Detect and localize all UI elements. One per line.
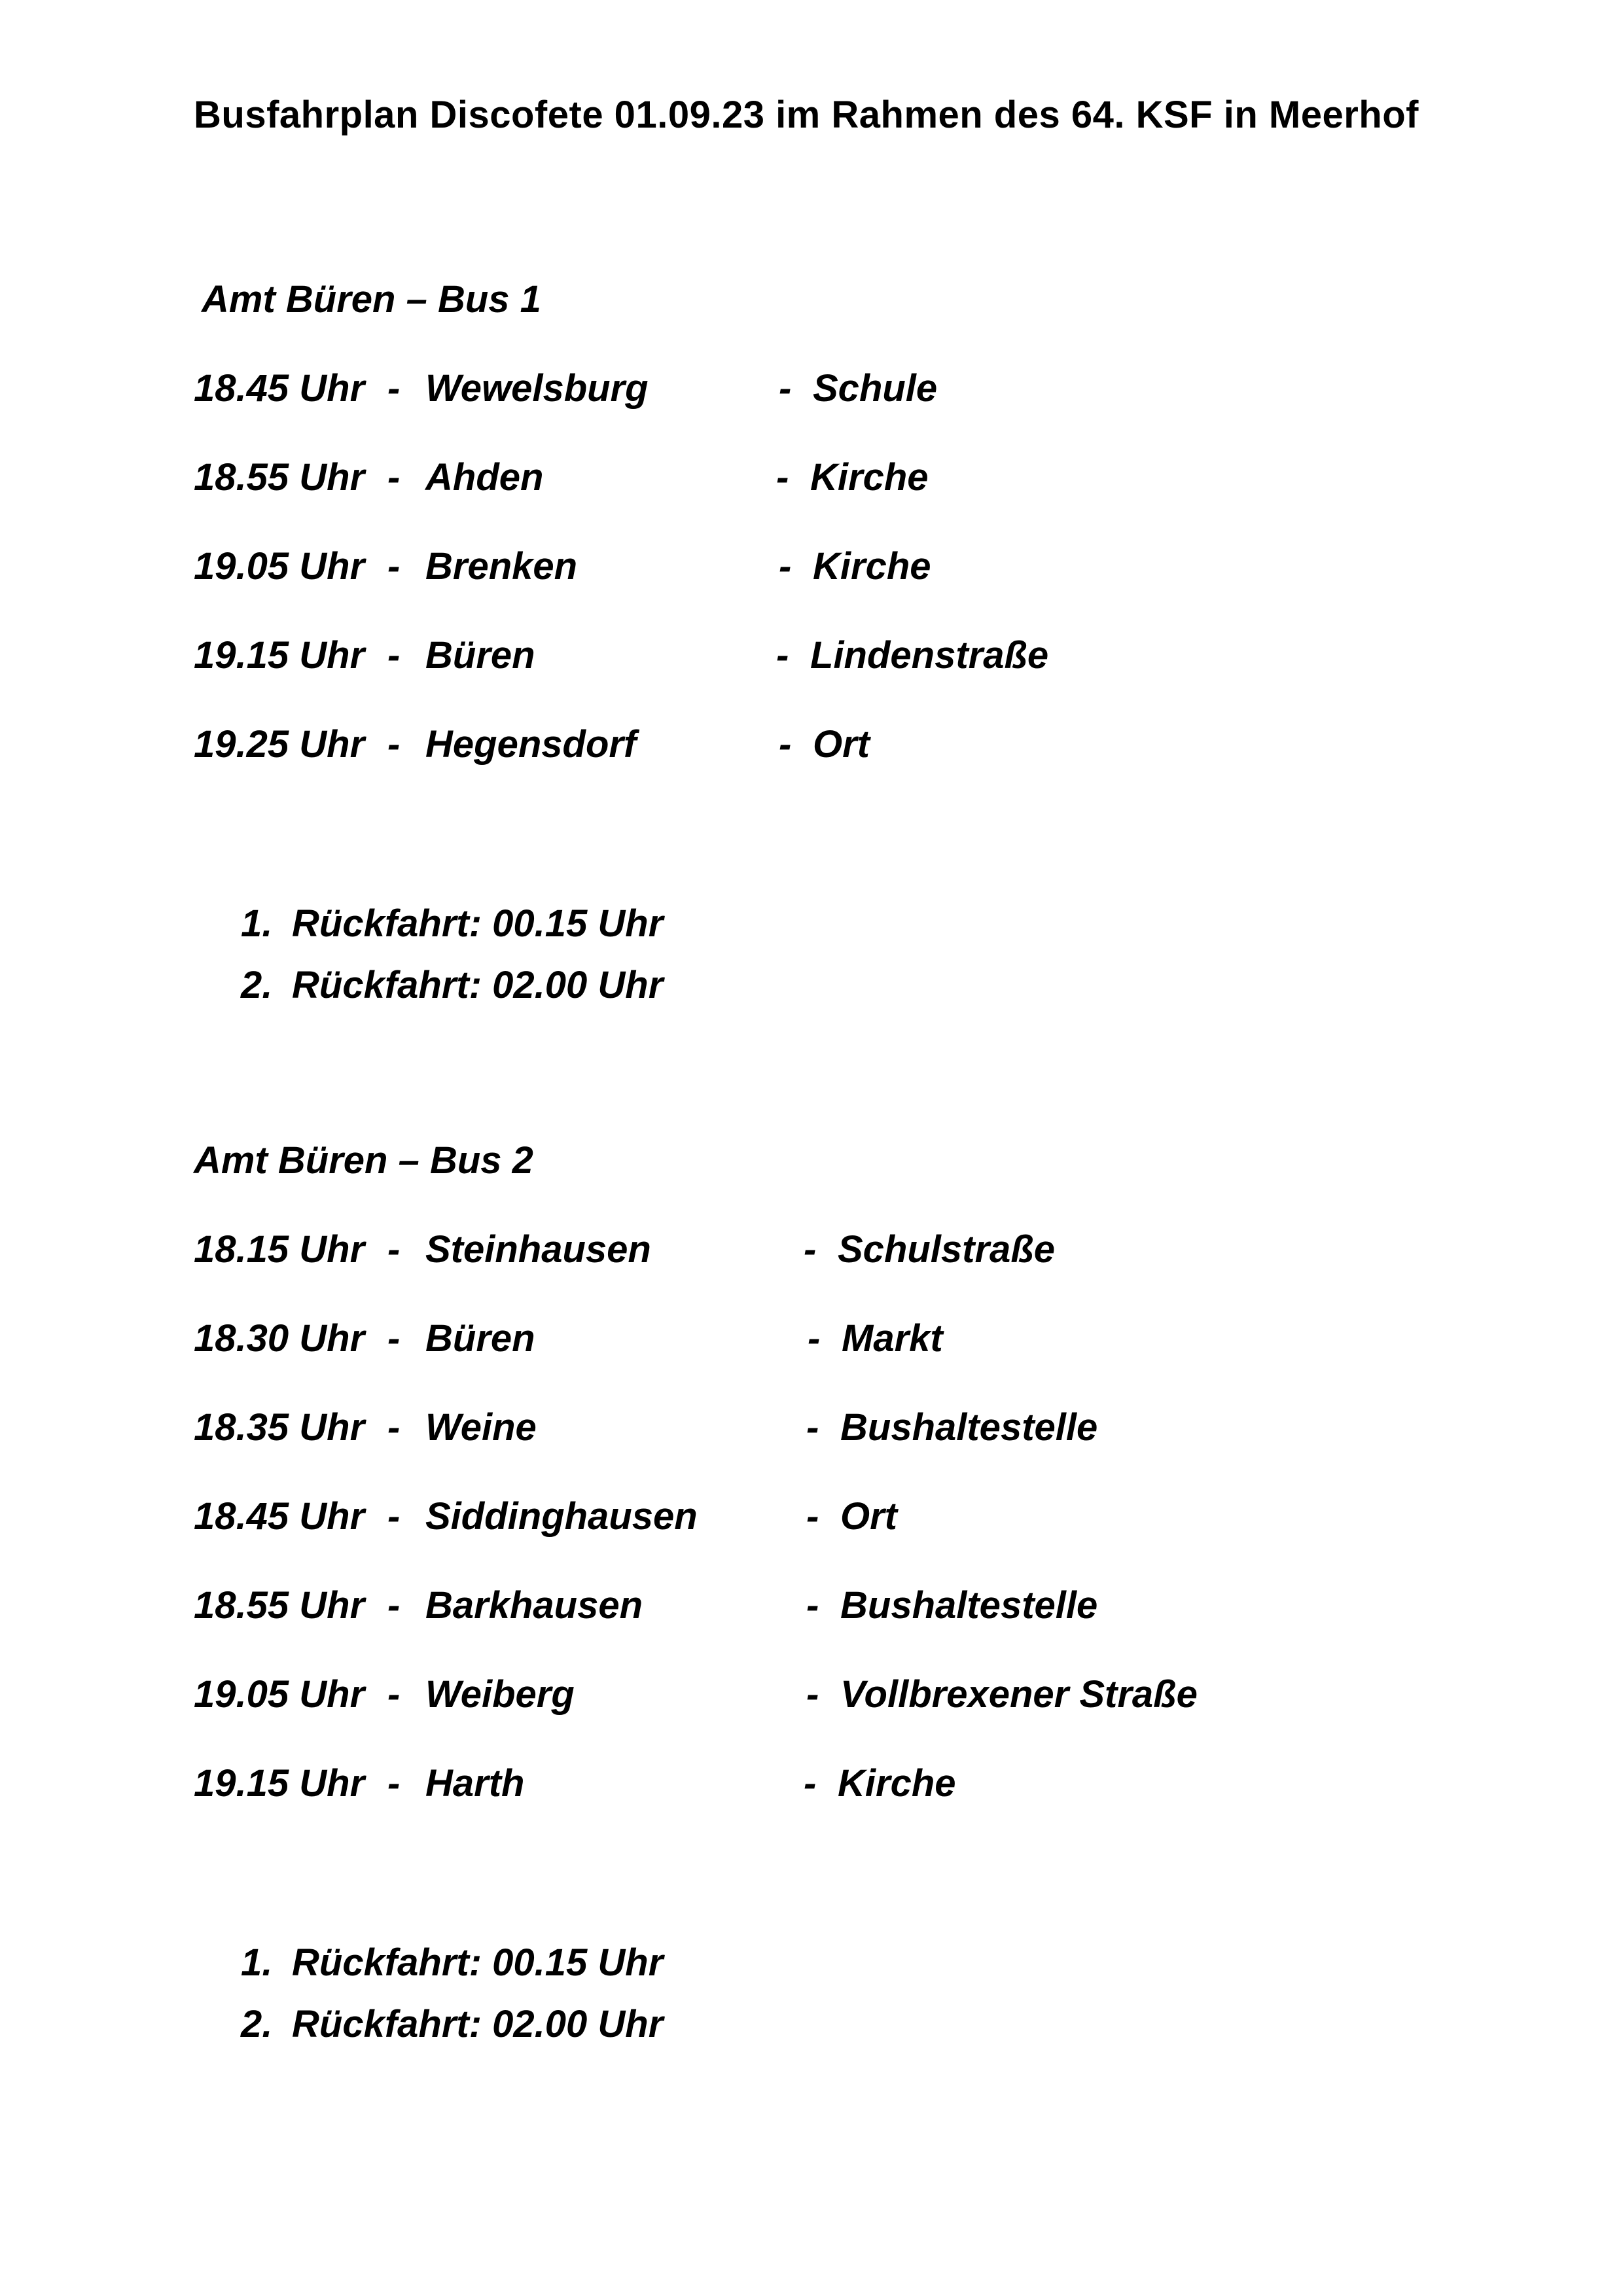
separator-dash: - — [387, 1495, 401, 1538]
stop-name: Schule — [813, 367, 938, 410]
departure-time: 18.15 Uhr — [194, 1228, 365, 1271]
village-name: Harth — [425, 1762, 525, 1805]
departure-time: 18.35 Uhr — [194, 1406, 365, 1449]
departure-time: 18.45 Uhr — [194, 367, 365, 410]
stop-name: Ort — [813, 723, 870, 766]
separator-dash: - — [806, 1584, 819, 1627]
stop-name: Lindenstraße — [810, 634, 1049, 677]
separator-dash: - — [776, 634, 789, 677]
stop-name: Kirche — [838, 1762, 956, 1805]
stop-name: Ort — [840, 1495, 897, 1538]
separator-dash: - — [806, 1495, 819, 1538]
stop-name: Bushaltestelle — [840, 1406, 1098, 1449]
separator-dash: - — [804, 1228, 817, 1271]
separator-dash: - — [808, 1317, 821, 1360]
separator-dash: - — [387, 1673, 401, 1716]
village-name: Wewelsburg — [425, 367, 649, 410]
separator-dash: - — [806, 1406, 819, 1449]
departure-time: 19.15 Uhr — [194, 1762, 365, 1805]
separator-dash: - — [806, 1673, 819, 1716]
village-name: Weine — [425, 1406, 537, 1449]
bus2-heading: Amt Büren – Bus 2 — [194, 1139, 533, 1182]
separator-dash: - — [387, 723, 401, 766]
separator-dash: - — [387, 1762, 401, 1805]
separator-dash: - — [387, 367, 401, 410]
list-number: 1. — [241, 902, 273, 945]
departure-time: 19.05 Uhr — [194, 545, 365, 588]
separator-dash: - — [387, 1406, 401, 1449]
departure-time: 19.15 Uhr — [194, 634, 365, 677]
list-number: 1. — [241, 1941, 273, 1984]
stop-name: Schulstraße — [838, 1228, 1055, 1271]
village-name: Steinhausen — [425, 1228, 651, 1271]
list-number: 2. — [241, 2003, 273, 2045]
departure-time: 18.55 Uhr — [194, 1584, 365, 1627]
village-name: Weiberg — [425, 1673, 575, 1716]
departure-time: 18.55 Uhr — [194, 456, 365, 499]
separator-dash: - — [779, 545, 792, 588]
village-name: Brenken — [425, 545, 578, 588]
village-name: Hegensdorf — [425, 723, 637, 766]
page-title: Busfahrplan Discofete 01.09.23 im Rahmen des 64. KSF in Meerhof — [194, 94, 1419, 136]
separator-dash: - — [387, 545, 401, 588]
village-name: Büren — [425, 1317, 535, 1360]
separator-dash: - — [779, 723, 792, 766]
stop-name: Vollbrexener Straße — [840, 1673, 1198, 1716]
bus1-heading: Amt Büren – Bus 1 — [202, 278, 541, 321]
stop-name: Kirche — [813, 545, 931, 588]
village-name: Büren — [425, 634, 535, 677]
departure-time: 19.05 Uhr — [194, 1673, 365, 1716]
list-number: 2. — [241, 964, 273, 1006]
separator-dash: - — [387, 1317, 401, 1360]
return-trip-text: Rückfahrt: 02.00 Uhr — [292, 2003, 664, 2045]
stop-name: Kirche — [810, 456, 929, 499]
return-trip-text: Rückfahrt: 02.00 Uhr — [292, 964, 664, 1006]
separator-dash: - — [387, 634, 401, 677]
separator-dash: - — [387, 1228, 401, 1271]
return-trip-text: Rückfahrt: 00.15 Uhr — [292, 902, 664, 945]
village-name: Siddinghausen — [425, 1495, 698, 1538]
separator-dash: - — [387, 1584, 401, 1627]
departure-time: 18.30 Uhr — [194, 1317, 365, 1360]
village-name: Barkhausen — [425, 1584, 643, 1627]
village-name: Ahden — [425, 456, 544, 499]
departure-time: 19.25 Uhr — [194, 723, 365, 766]
separator-dash: - — [804, 1762, 817, 1805]
return-trip-text: Rückfahrt: 00.15 Uhr — [292, 1941, 664, 1984]
separator-dash: - — [776, 456, 789, 499]
separator-dash: - — [779, 367, 792, 410]
stop-name: Bushaltestelle — [840, 1584, 1098, 1627]
stop-name: Markt — [842, 1317, 943, 1360]
separator-dash: - — [387, 456, 401, 499]
departure-time: 18.45 Uhr — [194, 1495, 365, 1538]
